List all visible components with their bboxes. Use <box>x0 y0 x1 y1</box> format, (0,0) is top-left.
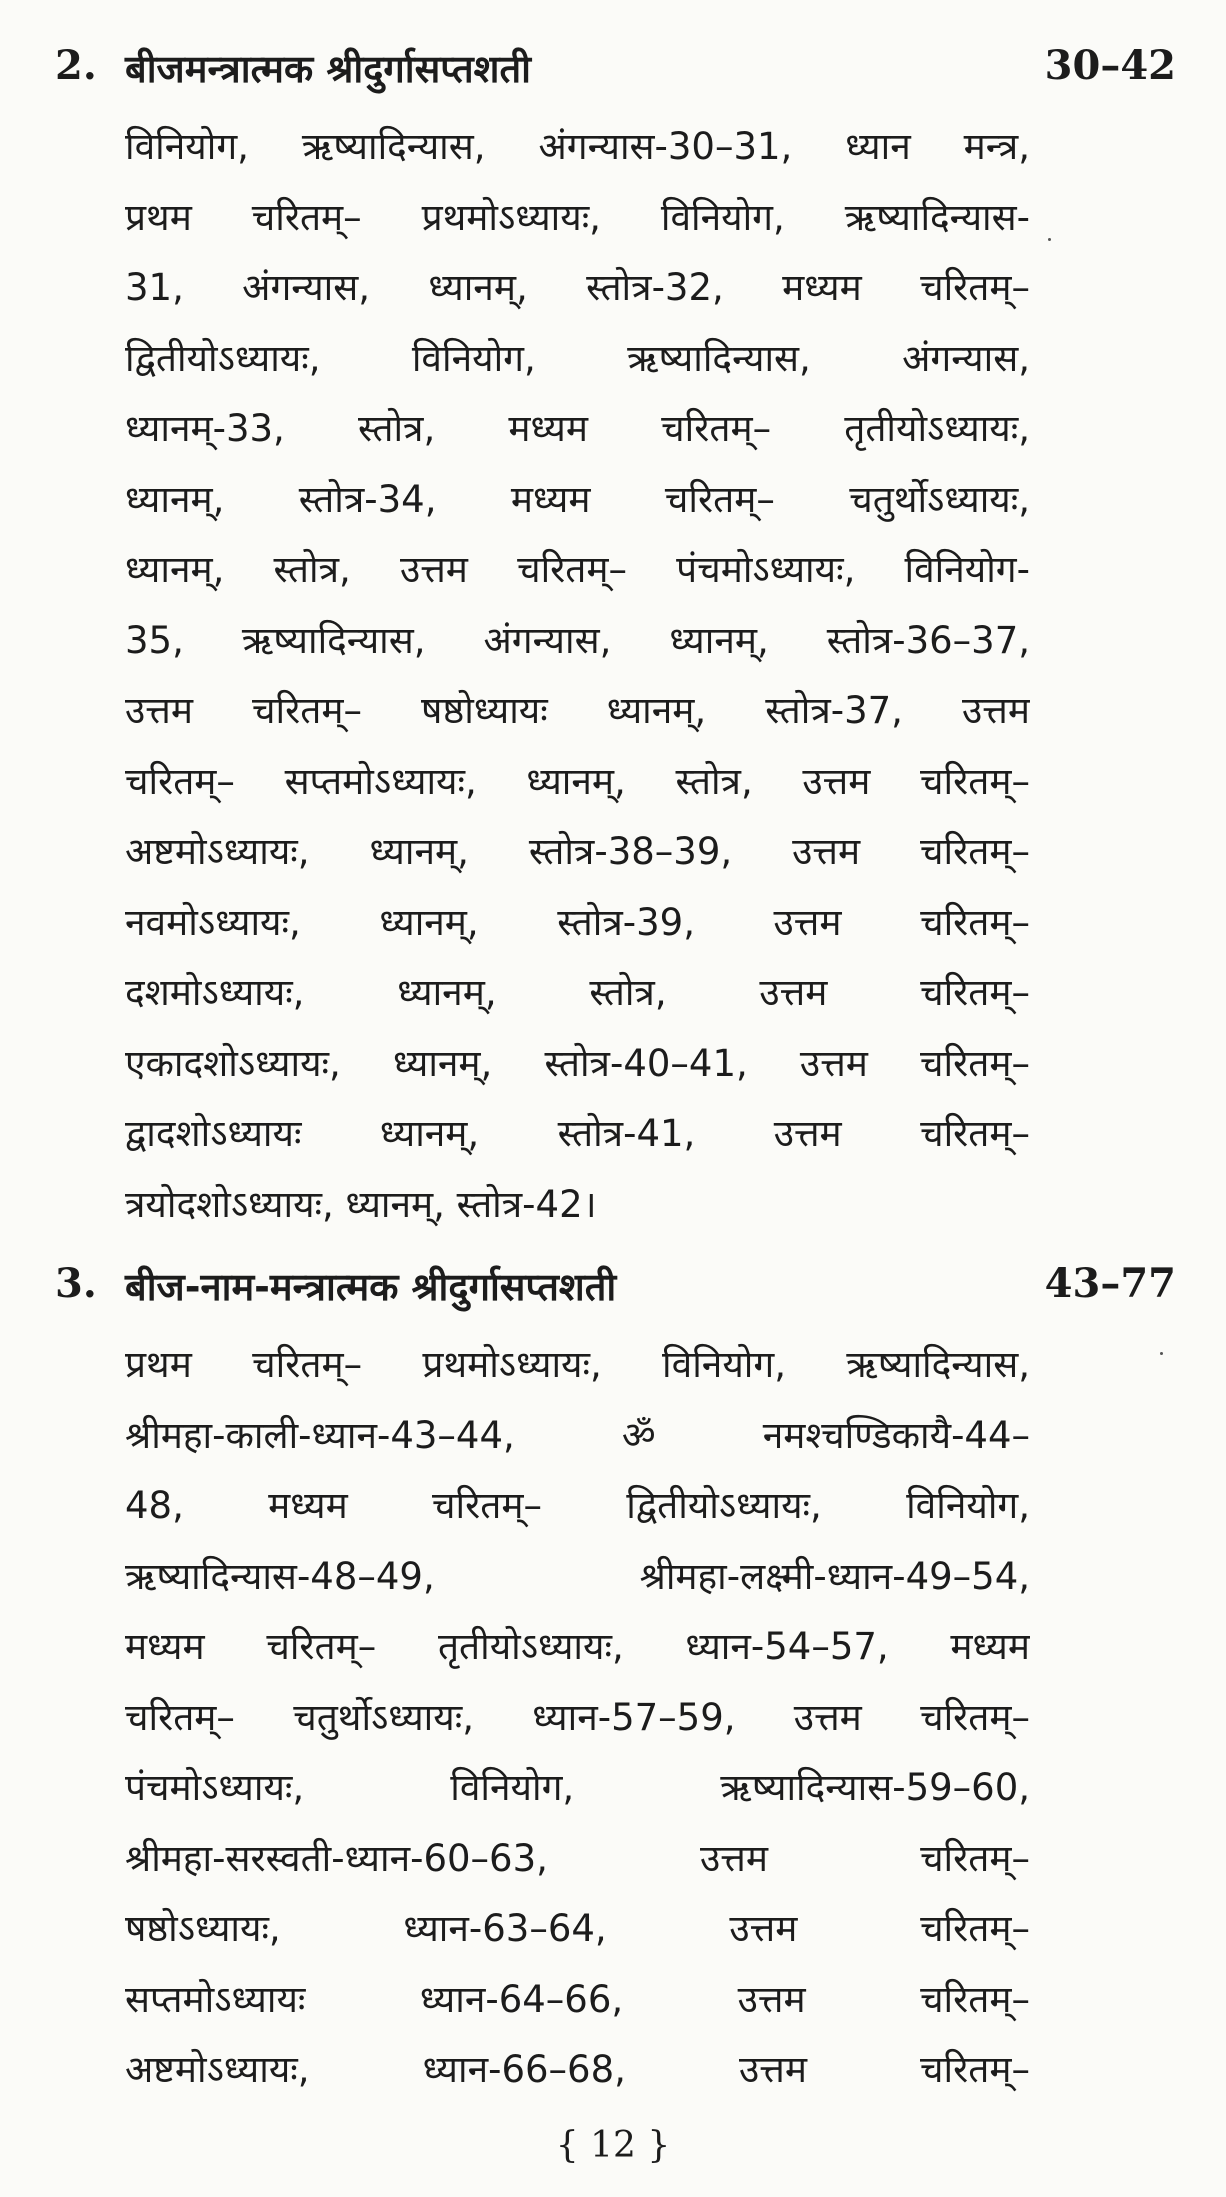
paper-speck <box>1160 1352 1163 1355</box>
contents-line: अष्टमोऽध्यायः, ध्यान-66–68, उत्तम चरितम्– <box>125 2048 1030 2091</box>
contents-line: उत्तम चरितम्– षष्ठोध्यायः ध्यानम्, स्तोत्र-37, उत्तम <box>125 689 1030 732</box>
contents-line: त्रयोदशोऽध्यायः, ध्यानम्, स्तोत्र-42। <box>125 1182 597 1226</box>
contents-line: अष्टमोऽध्यायः, ध्यानम्, स्तोत्र-38–39, उत्तम चरितम्– <box>125 830 1030 873</box>
contents-line: 35, ऋष्यादिन्यास, अंगन्यास, ध्यानम्, स्तोत्र-36–37, <box>125 618 1030 662</box>
section-heading <box>0 1260 1226 1330</box>
contents-line: चरितम्– चतुर्थोऽध्यायः, ध्यान-57–59, उत्तम चरितम्– <box>125 1695 1030 1739</box>
toc-section-2 <box>0 42 1226 1240</box>
section-page-range: 30–42 <box>1044 42 1176 89</box>
paper-speck <box>1048 238 1051 241</box>
page-number: { 12 } <box>555 2125 671 2166</box>
toc-section-3 <box>0 1260 1226 2106</box>
section-contents <box>125 1330 1030 2106</box>
contents-line: प्रथम चरितम्– प्रथमोऽध्यायः, विनियोग, ऋष्यादिन्यास- <box>125 195 1030 239</box>
contents-line: श्रीमहा-काली-ध्यान-43–44, ॐ नमश्चण्डिकायै-44– <box>125 1413 1030 1457</box>
contents-line: सप्तमोऽध्यायः ध्यान-64–66, उत्तम चरितम्– <box>125 1977 1030 2021</box>
section-heading <box>0 42 1226 112</box>
contents-line: मध्यम चरितम्– तृतीयोऽध्यायः, ध्यान-54–57, मध्यम <box>125 1625 1030 1668</box>
contents-line: ध्यानम्, स्तोत्र-34, मध्यम चरितम्– चतुर्थोऽध्यायः, <box>125 477 1030 521</box>
contents-line: चरितम्– सप्तमोऽध्यायः, ध्यानम्, स्तोत्र, उत्तम चरितम्– <box>125 759 1030 803</box>
contents-line: दशमोऽध्यायः, ध्यानम्, स्तोत्र, उत्तम चरितम्– <box>125 971 1030 1014</box>
section-number: 3. <box>55 1260 97 1307</box>
contents-line: श्रीमहा-सरस्वती-ध्यान-60–63, उत्तम चरितम्– <box>125 1836 1030 1880</box>
contents-line: प्रथम चरितम्– प्रथमोऽध्यायः, विनियोग, ऋष्यादिन्यास, <box>125 1343 1030 1386</box>
section-page-range: 43–77 <box>1044 1260 1176 1307</box>
contents-line: द्वादशोऽध्यायः ध्यानम्, स्तोत्र-41, उत्तम चरितम्– <box>125 1112 1030 1155</box>
contents-line: 31, अंगन्यास, ध्यानम्, स्तोत्र-32, मध्यम चरितम्– <box>125 266 1030 309</box>
contents-line: पंचमोऽध्यायः, विनियोग, ऋष्यादिन्यास-59–60, <box>125 1766 1030 1809</box>
contents-line: षष्ठोऽध्यायः, ध्यान-63–64, उत्तम चरितम्– <box>125 1907 1030 1950</box>
contents-line: द्वितीयोऽध्यायः, विनियोग, ऋष्यादिन्यास, अंगन्यास, <box>125 336 1030 380</box>
contents-line: ध्यानम्-33, स्तोत्र, मध्यम चरितम्– तृतीयोऽध्यायः, <box>125 407 1030 450</box>
section-title: बीजमन्त्रात्मक श्रीदुर्गासप्तशती <box>125 47 531 91</box>
section-title: बीज-नाम-मन्त्रात्मक श्रीदुर्गासप्तशती <box>125 1265 617 1309</box>
contents-line: ऋष्यादिन्यास-48–49, श्रीमहा-लक्ष्मी-ध्यान-49–54, <box>125 1554 1030 1598</box>
section-contents <box>125 112 1030 1240</box>
contents-line: नवमोऽध्यायः, ध्यानम्, स्तोत्र-39, उत्तम चरितम्– <box>125 900 1030 944</box>
contents-line: एकादशोऽध्यायः, ध्यानम्, स्तोत्र-40–41, उत्तम चरितम्– <box>125 1041 1030 1085</box>
contents-line: विनियोग, ऋष्यादिन्यास, अंगन्यास-30–31, ध्यान मन्त्र, <box>125 125 1030 168</box>
contents-line: ध्यानम्, स्तोत्र, उत्तम चरितम्– पंचमोऽध्यायः, विनियोग- <box>125 548 1030 591</box>
contents-line: 48, मध्यम चरितम्– द्वितीयोऽध्यायः, विनियोग, <box>125 1484 1030 1527</box>
section-number: 2. <box>55 42 97 89</box>
